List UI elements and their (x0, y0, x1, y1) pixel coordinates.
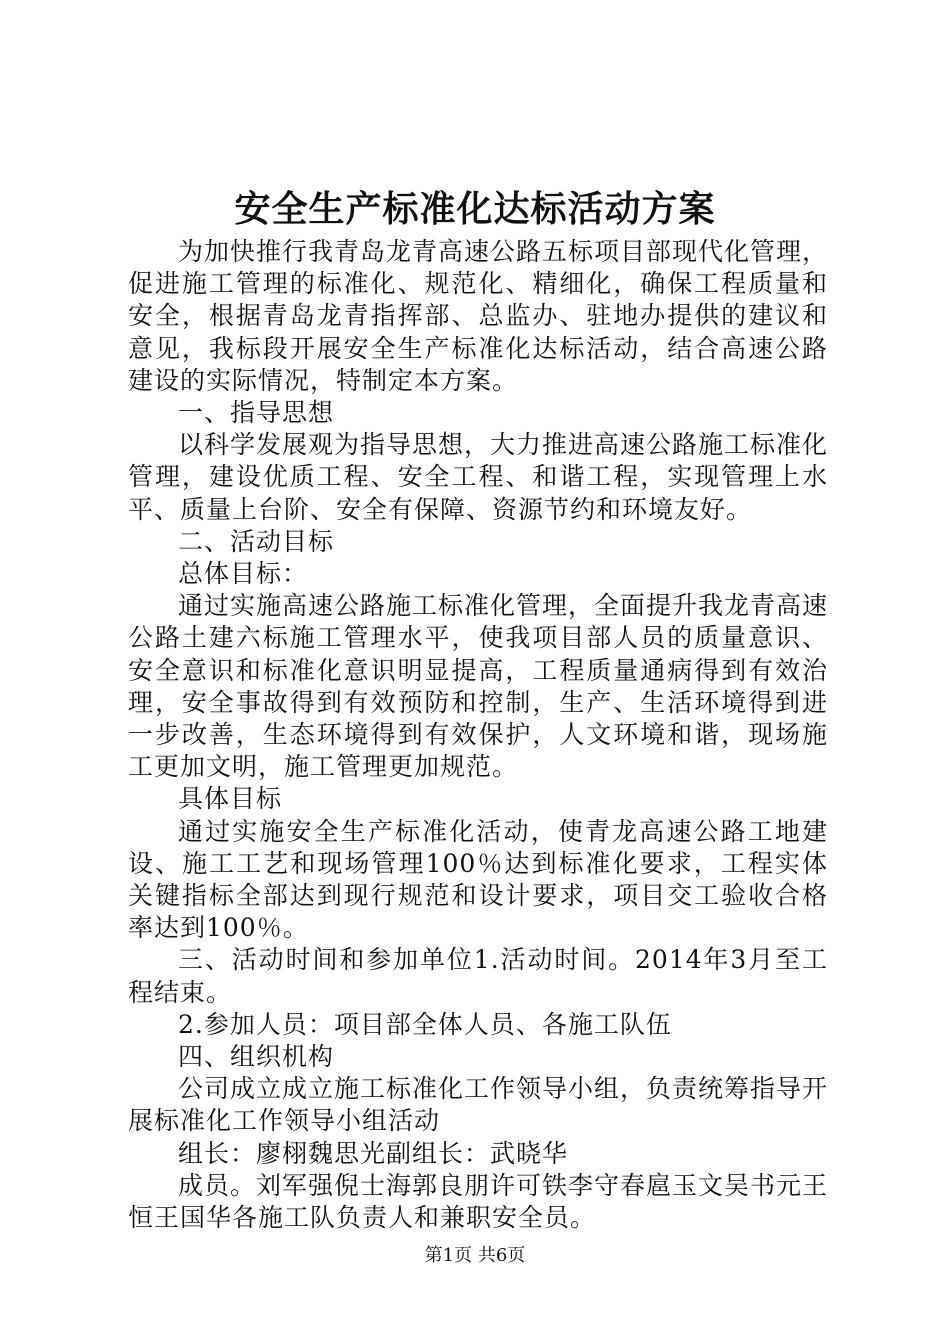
participants-paragraph: 2.参加人员：项目部全体人员、各施工队伍 (178, 1009, 672, 1039)
subheading-overall-goal: 总体目标： (178, 559, 309, 589)
leaders-paragraph: 组长：廖栩魏思光副组长：武晓华 (178, 1138, 569, 1168)
document-title: 安全生产标准化达标活动方案 (234, 188, 716, 230)
section-heading-organization: 四、组织机构 (178, 1042, 335, 1072)
subheading-specific-goal: 具体目标 (178, 784, 283, 814)
specific-goal-paragraph: 通过实施安全生产标准化活动，使青龙高速公路工地建设、施工工艺和现场管理100％达到标准化要求，工程实体关键指标全部达到现行规范和设计要求，项目交工验收合格率达到100％。 (128, 816, 828, 943)
members-paragraph: 成员。刘军强倪士海郭良朋许可铁李守春扈玉文吴书元王恒王国华各施工队负责人和兼职安全员。 (128, 1170, 829, 1233)
section-heading-guiding-ideology: 一、指导思想 (178, 398, 335, 428)
overall-goal-paragraph: 通过实施高速公路施工标准化管理，全面提升我龙青高速公路土建六标施工管理水平，使我项目部人员的质量意识、安全意识和标准化意识明显提高，工程质量通病得到有效治理，安全事故得到有效预防和控制，生产、生活环境得到进一步改善，生态环境得到有效保护，人文环境和谐，现场施工更加文明，施工管理更加规范。 (128, 591, 829, 782)
section-heading-activity-goals: 二、活动目标 (178, 526, 335, 556)
page-footer: 第1页 共6页 (424, 1245, 526, 1266)
organization-paragraph: 公司成立成立施工标准化工作领导小组，负责统筹指导开展标准化工作领导小组活动 (128, 1074, 829, 1136)
section-heading-time-and-units: 三、活动时间和参加单位1.活动时间。2014年3月至工程结束。 (128, 945, 828, 1007)
guiding-ideology-paragraph: 以科学发展观为指导思想，大力推进高速公路施工标准化管理，建设优质工程、安全工程、和谐工程，实现管理上水平、质量上台阶、安全有保障、资源节约和环境友好。 (128, 430, 829, 524)
document-body (128, 236, 828, 1234)
intro-paragraph: 为加快推行我青岛龙青高速公路五标项目部现代化管理，促进施工管理的标准化、规范化、精细化，确保工程质量和安全，根据青岛龙青指挥部、总监办、驻地办提供的建议和意见，我标段开展安全生产标准化达标活动，结合高速公路建设的实际情况，特制定本方案。 (128, 237, 829, 395)
